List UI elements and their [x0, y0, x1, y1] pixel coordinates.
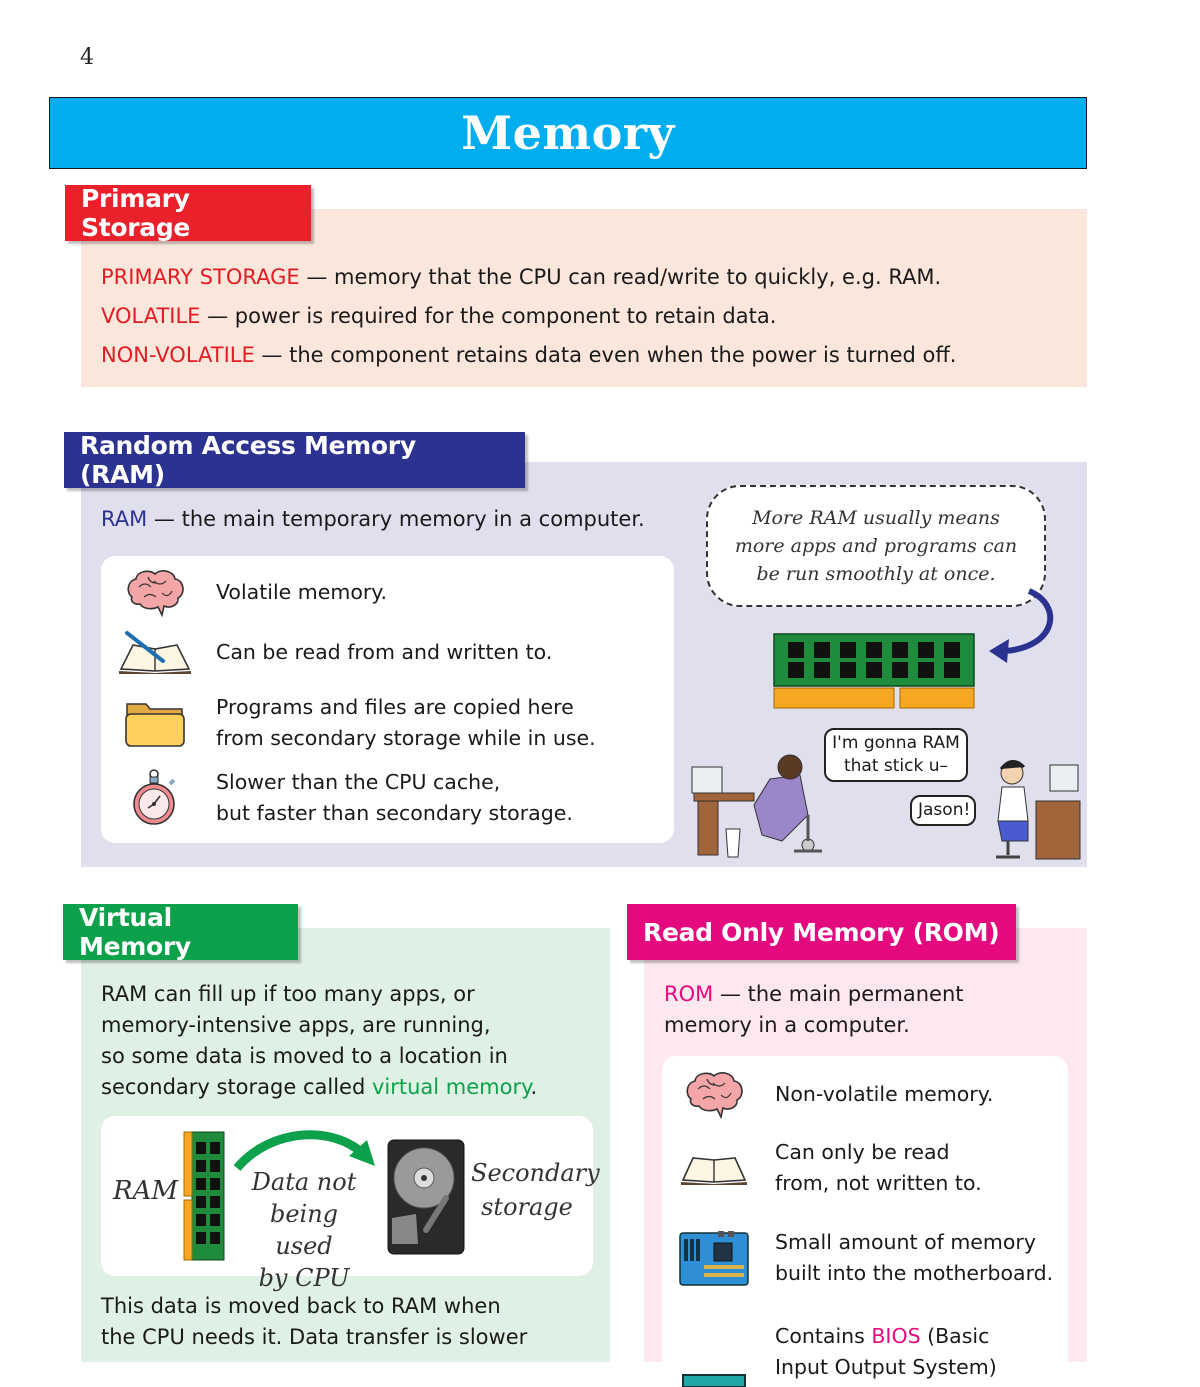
label-line: being used: [269, 1200, 339, 1260]
line: built into the motherboard.: [775, 1261, 1054, 1285]
line: This data is moved back to RAM when: [101, 1294, 501, 1318]
page-number: 4: [80, 45, 94, 70]
list-item-text: [216, 767, 573, 829]
rom-heading: [627, 904, 1016, 960]
list-item-text: [775, 1321, 997, 1383]
definition-text: — the component retains data even when the power is turned off.: [254, 343, 957, 367]
callout-line: be run smoothly at once.: [756, 563, 996, 585]
label-line: storage: [481, 1193, 573, 1221]
ram-definition: [101, 507, 645, 531]
line: from secondary storage while in use.: [216, 726, 596, 750]
book-icon: [674, 1138, 754, 1198]
diagram-storage-label: [471, 1156, 600, 1224]
book-pen-icon: [115, 622, 195, 682]
speech-bubble-2: [910, 795, 976, 826]
rom-heading-text: Read Only Memory (ROM): [643, 917, 1000, 947]
diagram-arrow-label: [239, 1166, 369, 1294]
primary-storage-heading-text: Primary Storage: [81, 184, 191, 242]
list-item-text: [216, 577, 387, 608]
virtual-memory-heading-text: Virtual Memory: [79, 903, 191, 961]
speech-line: Jason!: [918, 800, 971, 820]
ram-properties-card: [101, 556, 674, 843]
list-item: [115, 692, 596, 754]
definition-text: — power is required for the component to retain data.: [200, 304, 777, 328]
speech-bubble-1: [824, 728, 968, 782]
line-prefix: Contains: [775, 1324, 872, 1348]
list-item-text: [775, 1079, 993, 1110]
primary-storage-heading: [65, 185, 311, 241]
label-line: Data not: [251, 1168, 357, 1196]
virtual-memory-outro: [101, 1291, 527, 1353]
line: RAM can fill up if too many apps, or: [101, 982, 475, 1006]
brain-icon: [674, 1064, 754, 1124]
ram-heading-text: Random Access Memory (RAM): [80, 431, 416, 489]
line: [101, 1072, 537, 1103]
line: Volatile memory.: [216, 579, 388, 604]
definition-term: VOLATILE: [101, 304, 201, 328]
curved-arrow-icon: [985, 585, 1065, 665]
ram-stick-vertical-icon: [182, 1130, 226, 1262]
virtual-memory-term: virtual memory: [371, 1075, 531, 1099]
rom-definition: [664, 979, 964, 1041]
line: [775, 1321, 997, 1352]
line: Can be read from and written to.: [216, 639, 553, 664]
line-suffix: .: [530, 1075, 538, 1099]
list-item-text: [216, 637, 552, 668]
ram-stick-icon: [772, 632, 976, 710]
definition-non-volatile: [101, 336, 1081, 375]
speech-line: I'm gonna RAM: [832, 733, 960, 753]
businessman-at-desk-illustration: [690, 745, 840, 860]
virtual-memory-intro: [101, 979, 537, 1103]
page-title: Memory: [461, 106, 675, 160]
virtual-memory-heading: [63, 904, 298, 960]
diagram-ram-label: RAM: [113, 1176, 178, 1206]
chip-icon: [674, 1317, 754, 1387]
line: Small amount of memory: [775, 1230, 1036, 1254]
green-arrow-icon: [231, 1122, 381, 1172]
list-item: [674, 1137, 982, 1199]
line: the CPU needs it. Data transfer is slower: [101, 1325, 528, 1349]
folder-icon: [115, 693, 195, 753]
definition-term: NON-VOLATILE: [101, 343, 255, 367]
callout-line: more apps and programs can: [734, 535, 1018, 557]
list-item: [115, 562, 387, 622]
line: Programs and files are copied here: [216, 695, 574, 719]
stopwatch-icon: [115, 768, 195, 828]
list-item: [115, 622, 552, 682]
bios-term: BIOS: [871, 1324, 921, 1348]
primary-storage-definitions: [101, 258, 1081, 375]
line: Input Output System): [775, 1355, 997, 1379]
line-prefix: secondary storage called: [101, 1075, 372, 1099]
rom-properties-card: [662, 1056, 1068, 1386]
list-item: [674, 1317, 997, 1387]
virtual-memory-diagram: [101, 1116, 600, 1292]
line: memory-intensive apps, are running,: [101, 1013, 491, 1037]
definition-text: — memory that the CPU can read/write to quickly, e.g. RAM.: [299, 265, 942, 289]
page-title-bar: [49, 97, 1087, 169]
definition-term: PRIMARY STORAGE: [101, 265, 300, 289]
label-line: Secondary: [471, 1159, 600, 1187]
list-item: [115, 767, 573, 829]
line: Can only be read: [775, 1140, 950, 1164]
line: but faster than secondary storage.: [216, 801, 573, 825]
list-item-text: [216, 692, 596, 754]
definition-primary-storage: [101, 258, 1081, 297]
line: Slower than the CPU cache,: [216, 770, 501, 794]
rom-definition-text: — the main permanent: [713, 982, 964, 1006]
list-item: [674, 1064, 993, 1124]
boy-at-computer-illustration: [988, 755, 1084, 861]
ram-heading: [64, 432, 525, 488]
definition-volatile: [101, 297, 1081, 336]
list-item: [674, 1227, 1053, 1289]
line: from, not written to.: [775, 1171, 982, 1195]
ram-term: RAM: [101, 507, 148, 531]
ram-definition-text: — the main temporary memory in a computer.: [147, 507, 645, 531]
rom-term: ROM: [664, 982, 714, 1006]
list-item-text: [775, 1227, 1053, 1289]
line: [664, 979, 964, 1010]
hard-drive-icon: [386, 1138, 466, 1256]
brain-icon: [115, 562, 195, 622]
speech-line: that stick u–: [843, 756, 949, 776]
line: memory in a computer.: [664, 1013, 910, 1037]
line-suffix: (Basic: [920, 1324, 990, 1348]
line: Non-volatile memory.: [775, 1081, 994, 1106]
list-item-text: [775, 1137, 982, 1199]
line: so some data is moved to a location in: [101, 1044, 508, 1068]
motherboard-icon: [674, 1228, 754, 1288]
callout-line: More RAM usually means: [752, 507, 1000, 529]
label-line: by CPU: [258, 1264, 350, 1292]
